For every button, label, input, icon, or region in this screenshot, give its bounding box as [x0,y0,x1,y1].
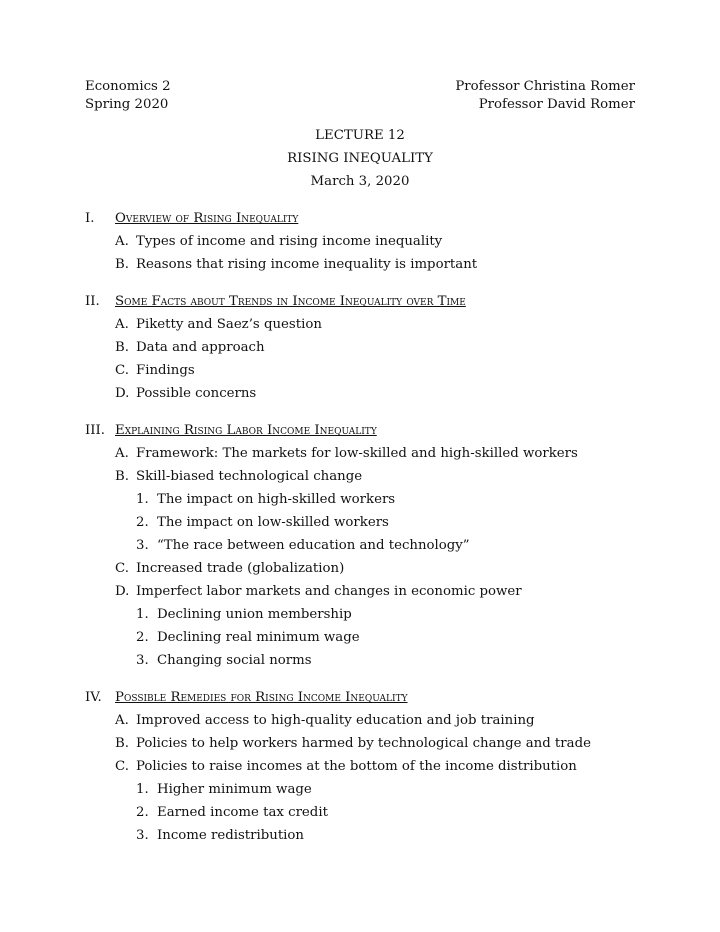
item-text: Piketty and Saez’s question [136,317,322,332]
item-letter: B. [115,736,129,751]
item-text: Findings [136,363,195,378]
outline-item [85,732,680,755]
outline-item [85,253,680,276]
outline-item [85,580,680,603]
item-text: Increased trade (globalization) [136,561,345,576]
section-number: IV. [85,690,102,705]
item-letter: C. [115,759,129,774]
lecture-topic: RISING INEQUALITY [287,151,433,166]
outline-subitem [85,801,680,824]
outline-item [85,336,680,359]
outline-item [85,465,680,488]
outline-item [85,313,680,336]
subitem-text: Declining real minimum wage [157,630,360,645]
item-letter: A. [115,446,129,461]
section-title: Possible Remedies for Rising Income Inequality [115,690,408,705]
subitem-number: 1. [136,607,149,622]
item-text: Imperfect labor markets and changes in economic power [136,584,522,599]
outline-item [85,442,680,465]
item-text: Policies to raise incomes at the bottom of the income distribution [136,759,577,774]
item-text: Types of income and rising income inequality [136,234,443,249]
lecture-title-block [0,124,720,193]
subitem-number: 3. [136,828,149,843]
subitem-text: “The race between education and technology” [157,538,470,553]
instructor-name: Professor Christina Romer [455,79,635,94]
item-text: Framework: The markets for low-skilled and high-skilled workers [136,446,578,461]
subitem-number: 2. [136,515,149,530]
subitem-text: The impact on high-skilled workers [157,492,396,507]
outline-subitem [85,626,680,649]
course-name: Economics 2 [85,79,171,94]
header [85,78,635,114]
subitem-number: 1. [136,492,149,507]
lecture-date: March 3, 2020 [310,174,410,189]
section-heading [85,207,680,230]
item-letter: A. [115,234,129,249]
subitem-text: The impact on low-skilled workers [157,515,389,530]
item-letter: B. [115,469,129,484]
section-title: Explaining Rising Labor Income Inequality [115,423,377,438]
section-heading [85,419,680,442]
outline-subitem [85,534,680,557]
section-number: III. [85,423,105,438]
outline-item [85,755,680,778]
item-letter: D. [115,386,130,401]
outline-subitem [85,488,680,511]
outline-item [85,230,680,253]
subitem-number: 3. [136,538,149,553]
outline-subitem [85,511,680,534]
section-title: Overview of Rising Inequality [115,211,299,226]
section-number: I. [85,211,95,226]
section-spacer [85,276,680,290]
item-letter: C. [115,363,129,378]
lecture-number: LECTURE 12 [315,128,405,143]
course-term: Spring 2020 [85,97,169,112]
outline-subitem [85,778,680,801]
item-text: Possible concerns [136,386,257,401]
subitem-text: Changing social norms [157,653,312,668]
item-letter: B. [115,340,129,355]
course-info [85,78,171,114]
item-text: Skill-biased technological change [136,469,363,484]
outline-subitem [85,824,680,847]
section-spacer [85,405,680,419]
item-text: Policies to help workers harmed by technological change and trade [136,736,591,751]
section-heading [85,686,680,709]
subitem-number: 2. [136,805,149,820]
section-heading [85,290,680,313]
subitem-number: 1. [136,782,149,797]
item-letter: C. [115,561,129,576]
instructor-name: Professor David Romer [478,97,635,112]
item-letter: B. [115,257,129,272]
section-title: Some Facts about Trends in Income Inequality over Time [115,294,466,309]
subitem-text: Higher minimum wage [157,782,312,797]
section-spacer [85,672,680,686]
item-text: Reasons that rising income inequality is important [136,257,478,272]
item-text: Improved access to high-quality education and job training [136,713,535,728]
instructors [455,78,635,114]
item-letter: A. [115,713,129,728]
subitem-number: 3. [136,653,149,668]
lecture-outline [85,207,680,847]
subitem-number: 2. [136,630,149,645]
subitem-text: Income redistribution [157,828,304,843]
outline-item [85,557,680,580]
outline-subitem [85,649,680,672]
subitem-text: Declining union membership [157,607,352,622]
outline-item [85,359,680,382]
outline-item [85,382,680,405]
item-letter: A. [115,317,129,332]
outline-subitem [85,603,680,626]
item-text: Data and approach [136,340,265,355]
item-letter: D. [115,584,130,599]
subitem-text: Earned income tax credit [157,805,328,820]
section-number: II. [85,294,100,309]
outline-item [85,709,680,732]
